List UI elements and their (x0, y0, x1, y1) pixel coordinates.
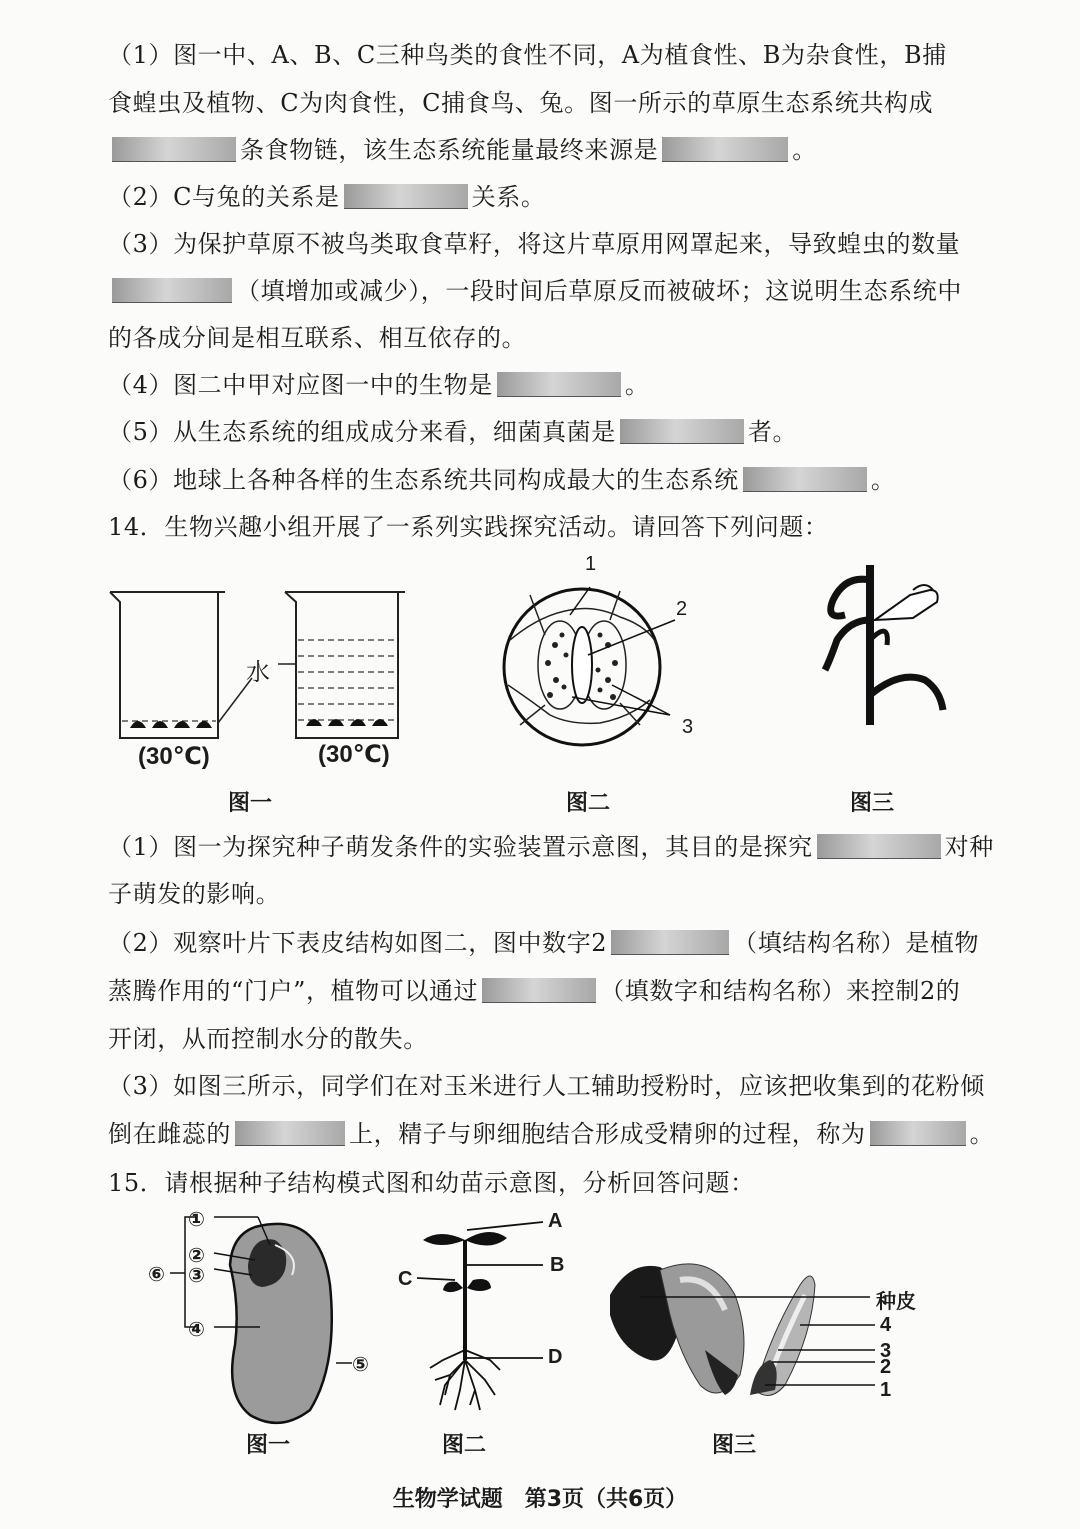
q15-fig3-seed-photo (600, 1255, 920, 1415)
q14-part1-text2: 对种 (944, 833, 994, 861)
q15-fig3-caption: 图三 (712, 1433, 757, 1458)
temp-right-label: (30℃) (318, 741, 390, 768)
stoma-label-3: 3 (682, 716, 694, 738)
q13-part5-line (108, 417, 797, 447)
q14-fig2-caption: 图二 (566, 791, 611, 816)
q13-part2-text: （2）C与兔的关系是 (108, 183, 340, 211)
q14-fig1-caption: 图一 (228, 791, 273, 816)
q13-part3-text: （填增加或减少），一段时间后草原反而被破坏；这说明生态系统中 (236, 277, 962, 305)
q13-part1-line1: （1）图一中、A、B、C三种鸟类的食性不同，A为植食性、B为杂食性，B捕 (108, 41, 947, 69)
q13-part6-end: 。 (870, 466, 896, 494)
q14-title: 14．生物兴趣小组开展了一系列实践探究活动。请回答下列问题： (108, 513, 829, 541)
q13-part5-text: （5）从生态系统的组成成分来看，细菌真菌是 (108, 418, 616, 446)
answer-blank[interactable] (482, 978, 596, 1003)
q14-fig3-caption: 图三 (850, 791, 895, 816)
answer-blank[interactable] (743, 467, 867, 492)
q15-title: 15．请根据种子结构模式图和幼苗示意图，分析回答问题： (108, 1169, 755, 1197)
q14-part2-line2 (108, 976, 960, 1006)
photo-label-2: 2 (880, 1356, 892, 1378)
water-label: 水 (246, 659, 270, 686)
q13-part1-end: 。 (792, 136, 817, 164)
answer-blank[interactable] (662, 137, 788, 162)
q14-part3-end: 。 (969, 1120, 995, 1148)
beaker-right (285, 592, 398, 738)
stoma-label-1: 1 (585, 553, 597, 575)
q13-part4-line (108, 370, 649, 400)
answer-blank[interactable] (112, 137, 236, 162)
q14-part2-text4: （填数字和结构名称）来控制2的 (600, 977, 961, 1005)
q13-part3-line1: （3）为保护草原不被鸟类取食草籽，将这片草原用网罩起来，导致蝗虫的数量 (108, 230, 961, 258)
q14-part2-text3: 蒸腾作用的“门户”，植物可以通过 (108, 977, 479, 1005)
q14-fig3-corn (815, 560, 955, 735)
page-footer: 生物学试题 第3页（共6页） (392, 1487, 688, 1512)
seed-label-6: ⑥ (148, 1264, 165, 1286)
photo-label-4: 4 (880, 1314, 892, 1336)
answer-blank[interactable] (235, 1121, 345, 1146)
q14-fig2-stoma (500, 575, 700, 750)
q15-fig2-seedling (395, 1210, 565, 1420)
q13-part1-text: 条食物链，该生态系统能量最终来源是 (240, 136, 659, 164)
q13-part3-line3: 的各成分间是相互联系、相互依存的。 (108, 324, 527, 352)
answer-blank[interactable] (344, 184, 468, 209)
q14-part2-line3: 开闭，从而控制水分的散失。 (108, 1025, 428, 1053)
q13-part1-line2: 食蝗虫及植物、C为肉食性，C捕食鸟、兔。图一所示的草原生态系统共构成 (108, 89, 934, 117)
beaker-left (110, 592, 218, 738)
photo-label-seed-coat: 种皮 (876, 1291, 916, 1313)
q13-part3-line2 (108, 276, 962, 306)
seed-label-3: ③ (188, 1265, 205, 1287)
q13-part2-end: 关系。 (471, 183, 546, 211)
photo-label-1: 1 (880, 1379, 892, 1401)
answer-blank[interactable] (611, 930, 729, 955)
temp-left-label: (30℃) (138, 743, 210, 770)
q14-part1-line1 (108, 832, 994, 862)
answer-blank[interactable] (817, 834, 941, 859)
q13-part1-line3 (108, 135, 817, 165)
q14-part2-text: （2）观察叶片下表皮结构如图二，图中数字2 (108, 929, 608, 957)
q14-part3-text2: 上，精子与卵细胞结合形成受精卵的过程，称为 (349, 1120, 866, 1148)
seedling-label-c: C (398, 1268, 413, 1290)
q14-part2-text2: （填结构名称）是植物 (733, 929, 980, 957)
q13-part2-line (108, 182, 545, 212)
seedling-label-a: A (548, 1210, 563, 1232)
q13-part6-text: （6）地球上各种各样的生态系统共同构成最大的生态系统 (108, 466, 739, 494)
q14-part1-line2: 子萌发的影响。 (108, 880, 281, 908)
q13-part5-end: 者。 (747, 418, 798, 446)
q14-part2-line1 (108, 928, 979, 958)
q13-part6-line (108, 465, 895, 495)
stoma-label-2: 2 (676, 598, 688, 620)
seed-label-1: ① (188, 1209, 205, 1231)
q13-part4-end: 。 (624, 371, 650, 399)
answer-blank[interactable] (620, 419, 744, 444)
answer-blank[interactable] (497, 372, 621, 397)
answer-blank[interactable] (870, 1121, 966, 1146)
q13-part4-text: （4）图二中甲对应图一中的生物是 (108, 371, 493, 399)
q15-fig1-caption: 图一 (246, 1433, 291, 1458)
answer-blank[interactable] (112, 278, 232, 303)
seedling-label-d: D (548, 1346, 563, 1368)
q14-part3-text: 倒在雌蕊的 (108, 1120, 231, 1148)
seedling-label-b: B (550, 1254, 565, 1276)
seed-label-4: ④ (188, 1319, 205, 1341)
q14-part3-line2 (108, 1119, 994, 1149)
q14-part1-text: （1）图一为探究种子萌发条件的实验装置示意图，其目的是探究 (108, 833, 813, 861)
seed-label-5: ⑤ (352, 1354, 369, 1376)
q14-part3-line1: （3）如图三所示，同学们在对玉米进行人工辅助授粉时，应该把收集到的花粉倾 (108, 1072, 985, 1100)
q15-fig2-caption: 图二 (442, 1433, 487, 1458)
photo-label-3: 3 (880, 1340, 892, 1362)
q15-fig1-seed (140, 1205, 380, 1435)
seed-label-2: ② (188, 1245, 205, 1267)
